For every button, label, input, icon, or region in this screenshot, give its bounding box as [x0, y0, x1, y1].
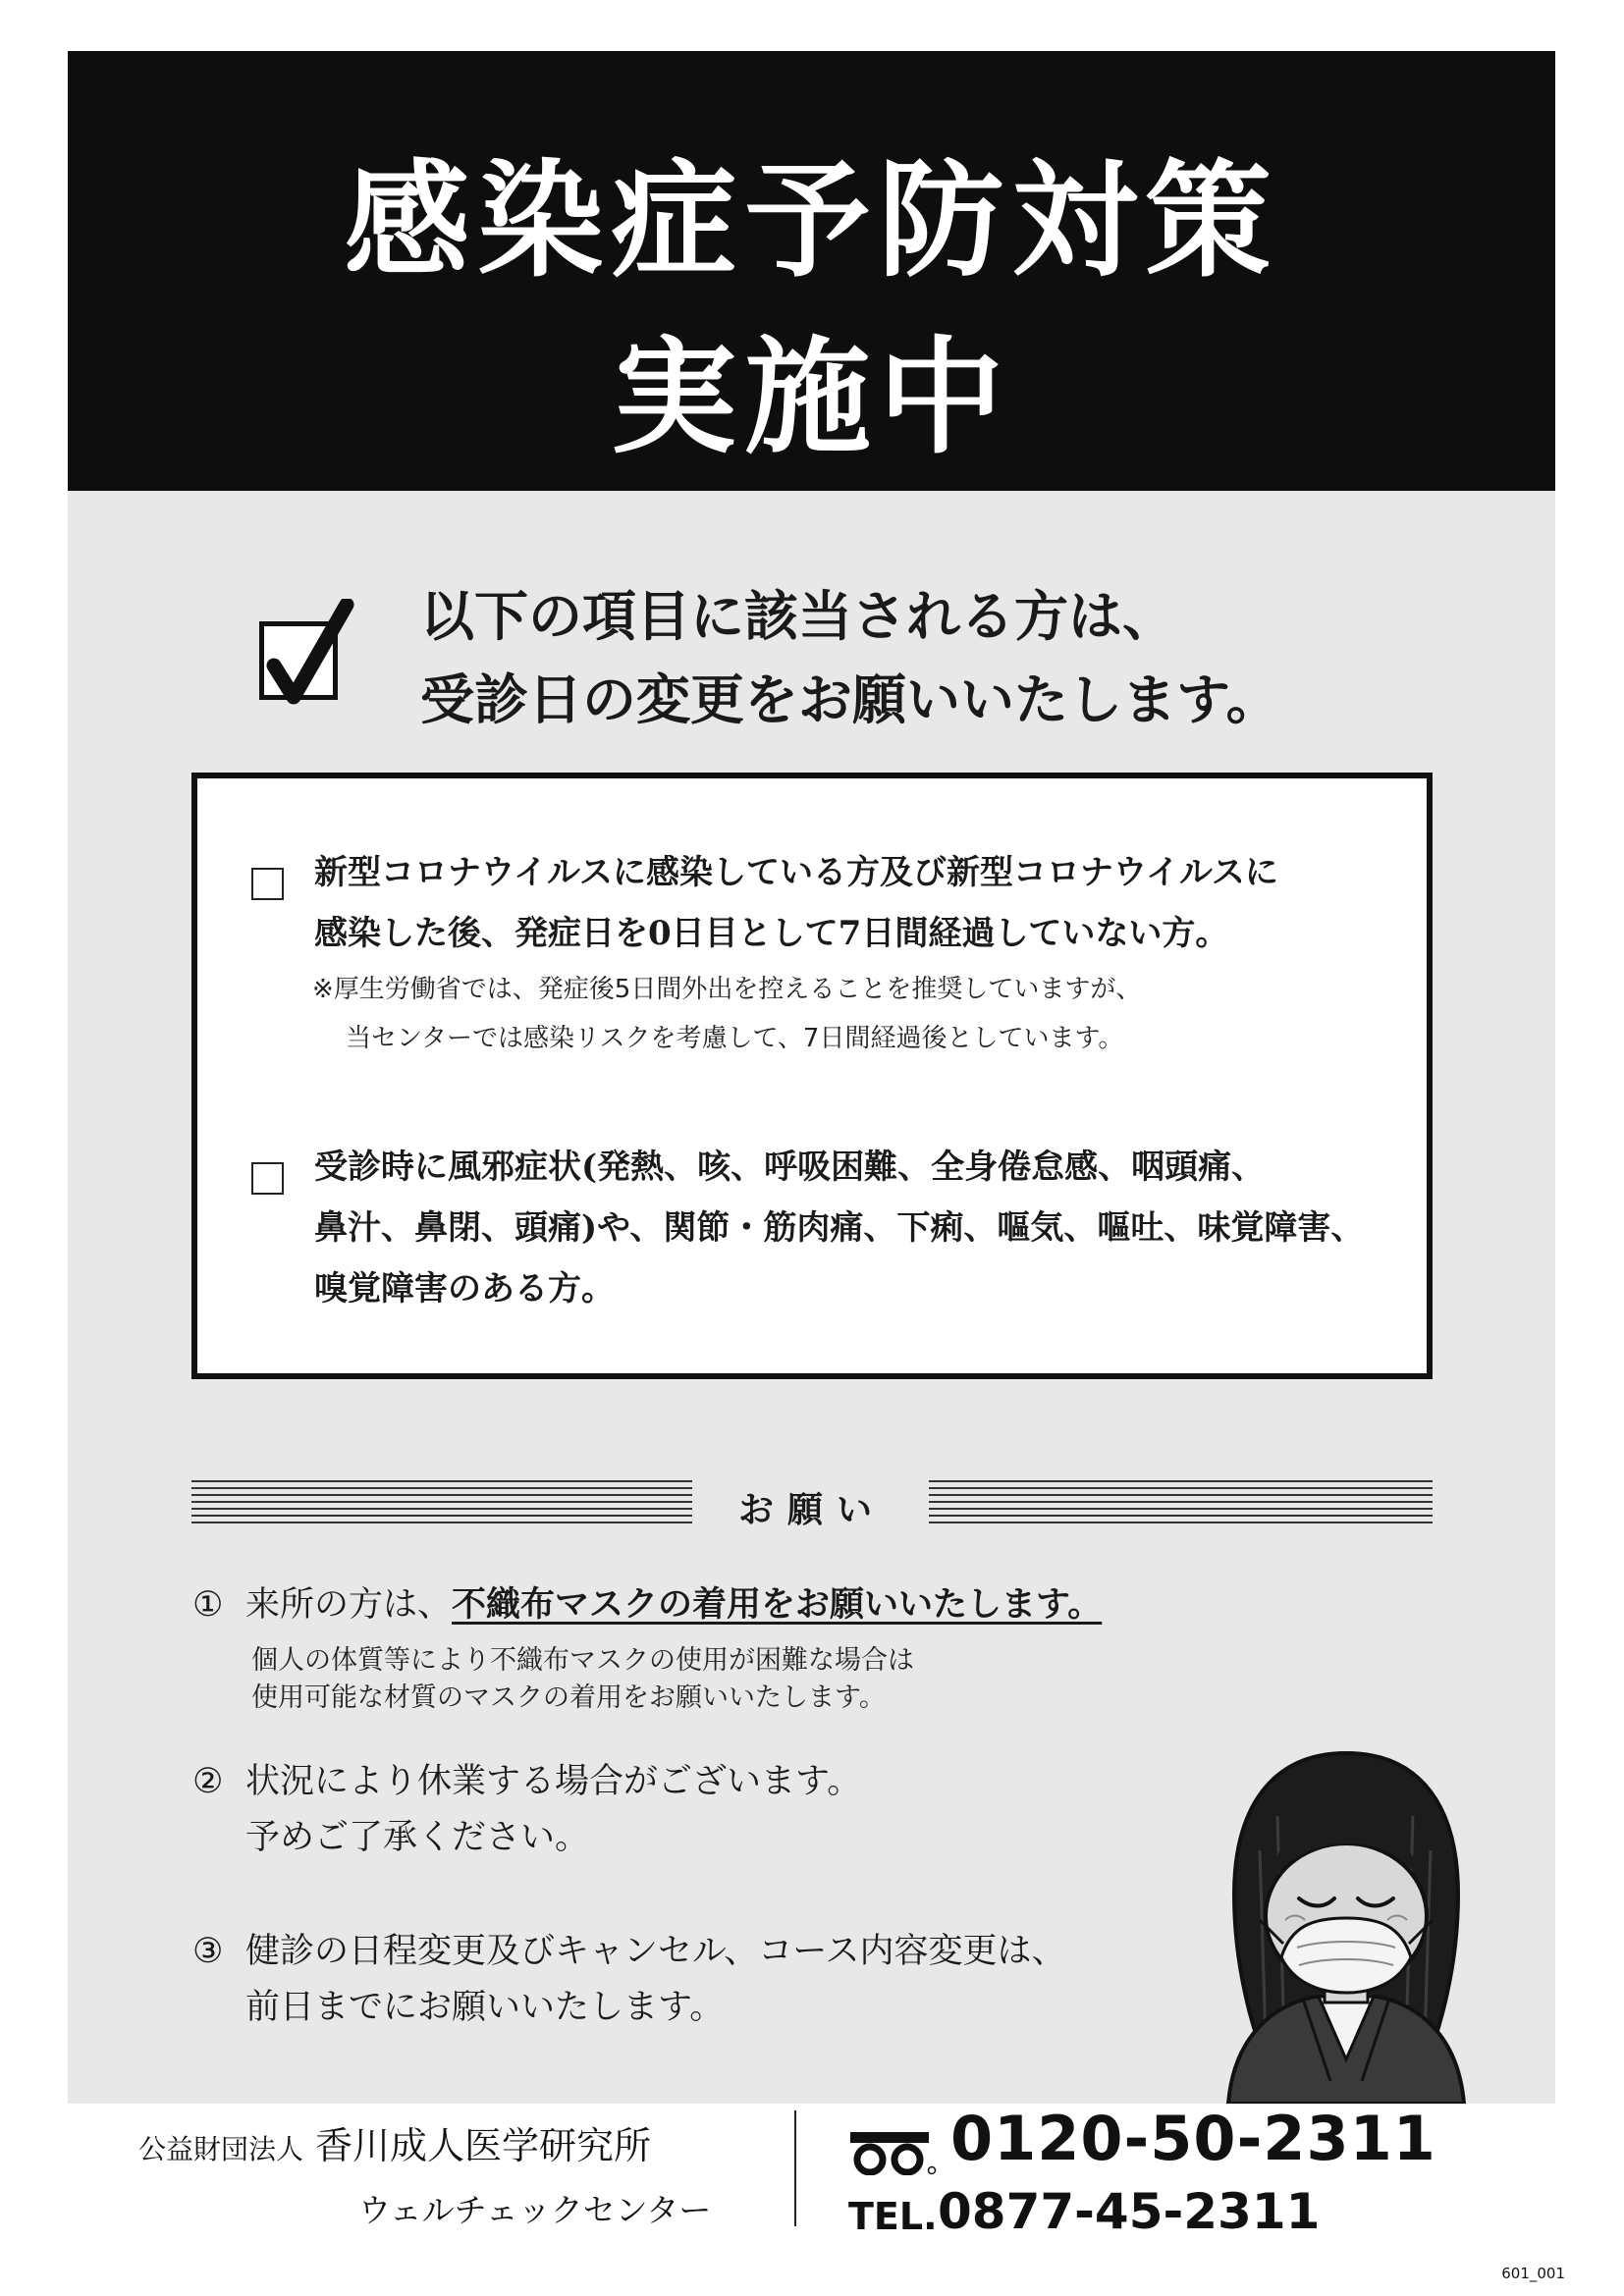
condition-item-2	[314, 1137, 1404, 1319]
request-3-line1: 健診の日程変更及びキャンセル、コース内容変更は、	[245, 1932, 1066, 1971]
request-1-sub2: 使用可能な材質のマスクの着用をお願いいたします。	[251, 1682, 886, 1713]
title-line1: 感染症予防対策	[344, 147, 1279, 294]
title-line2: 実施中	[611, 324, 1012, 471]
request-1-text: 来所の方は、	[245, 1585, 453, 1625]
request-2-line2: 予めご了承ください。	[245, 1818, 590, 1857]
request-item-3	[192, 1924, 1065, 2036]
request-1-sub	[251, 1642, 914, 1717]
condition-2-line1: 受診時に風邪症状(発熱、咳、呼吸困難、全身倦怠感、咽頭痛、	[314, 1148, 1266, 1187]
condition-1-note	[312, 965, 1412, 1063]
request-2-line1: 状況により休業する場合がございます。	[245, 1762, 862, 1801]
condition-item-1	[314, 842, 1404, 964]
freedial-icon	[848, 2130, 937, 2175]
condition-1-note1: ※厚生労働省では、発症後5日間外出を控えることを推奨していますが、	[312, 975, 1142, 1004]
request-1-sub1: 個人の体質等により不織布マスクの使用が困難な場合は	[251, 1645, 914, 1676]
request-item-2	[192, 1754, 861, 1866]
condition-2-line3: 嗅覚障害のある方。	[314, 1269, 615, 1308]
condition-1-line2: 感染した後、発症日を0日目として7日間経過していない方。	[314, 914, 1229, 953]
bowing-person-illustration	[1220, 1747, 1471, 2104]
request-item-1	[192, 1577, 1102, 1633]
request-1-emphasis: 不織布マスクの着用をお願いいたします。	[452, 1585, 1103, 1625]
tel-label: TEL.	[848, 2195, 938, 2238]
lead-line2: 受診日の変更をお願いいたします。	[420, 667, 1280, 731]
tel-number[interactable]: 0877-45-2311	[938, 2183, 1321, 2240]
footer-organization	[138, 2115, 651, 2169]
footer-divider	[794, 2110, 796, 2226]
condition-2-line2: 鼻汁、鼻閉、頭痛)や、関節・筋肉痛、下痢、嘔気、嘔吐、味覚障害、	[314, 1208, 1365, 1248]
heading-rule-left	[191, 1480, 692, 1523]
request-1-number: ①	[192, 1585, 224, 1625]
condition-1-note2: 当センターでは感染リスクを考慮して、7日間経過後としています。	[346, 1024, 1124, 1053]
org-type: 公益財団法人	[138, 2133, 304, 2165]
org-name: 香川成人医学研究所	[315, 2124, 652, 2167]
document-code: 601_001	[1501, 2265, 1565, 2282]
checkbox-icon	[251, 868, 284, 900]
center-name: ウェルチェックセンター	[358, 2191, 712, 2229]
conditions-box	[191, 773, 1433, 1379]
check-icon	[259, 621, 338, 700]
checkbox-icon	[251, 1162, 284, 1195]
request-3-line2: 前日までにお願いいたします。	[245, 1988, 725, 2027]
lead-line1: 以下の項目に該当される方は、	[420, 584, 1177, 648]
lead-text	[420, 574, 1500, 741]
request-3-number: ③	[192, 1932, 224, 1971]
freedial-number[interactable]: 0120-50-2311	[950, 2103, 1436, 2174]
condition-1-line1: 新型コロナウイルスに感染している方及び新型コロナウイルスに	[314, 853, 1278, 892]
header-banner	[68, 51, 1555, 491]
requests-heading: お願い	[737, 1490, 886, 1530]
heading-rule-right	[929, 1480, 1433, 1523]
request-2-number: ②	[192, 1762, 224, 1801]
